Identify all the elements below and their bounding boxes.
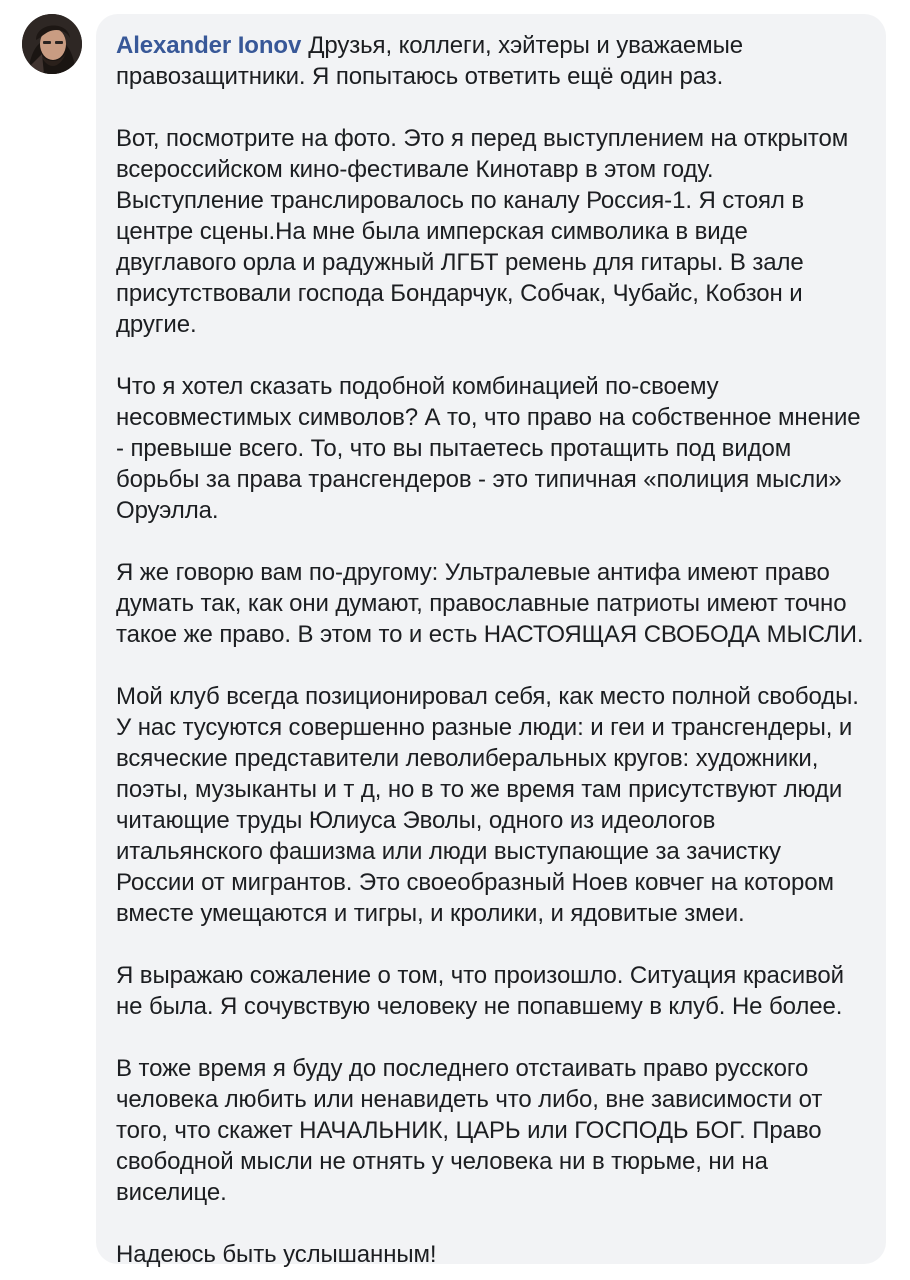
avatar[interactable]: [22, 14, 82, 74]
comment-bubble: [96, 14, 886, 1268]
author-name-link[interactable]: Alexander Ionov: [116, 32, 302, 59]
comment-paragraph-4: Я же говорю вам по-другому: Ультралевые антифа имеют право думать так, как они думают, православные патриоты имеют точно такое же право. В этом то и есть НАСТОЯЩАЯ СВОБОДА МЫСЛИ.: [116, 559, 864, 648]
profile-photo-icon: [22, 14, 82, 74]
comment-paragraph-8: Надеюсь быть услышанным!: [116, 1241, 437, 1268]
comment-paragraph-1: [116, 30, 864, 92]
comment-paragraph-6: Я выражаю сожаление о том, что произошло. Ситуация красивой не была. Я сочувствую человеку не попавшему в клуб. Не более.: [116, 962, 844, 1020]
comment-paragraph-2: Вот, посмотрите на фото. Это я перед выступлением на открытом всероссийском кино-фестивале Кинотавр в этом году. Выступление транслировалось по каналу Россия-1. Я стоял в центре сцены.На мне была имперская символика в виде двуглавого орла и радужный ЛГБТ ремень для гитары. В зале присутствовали господа Бондарчук, Собчак, Чубайс, Кобзон и другие.: [116, 125, 849, 338]
comment-text: Друзья, коллеги, хэйтеры и уважаемые правозащитники. Я попытаюсь ответить ещё один раз.: [116, 32, 743, 90]
comment-paragraph-5: Мой клуб всегда позиционировал себя, как место полной свободы. У нас тусуются совершенно разные люди: и геи и трансгендеры, и всяческие представители леволиберальных кругов: художники, поэты, музыканты и т д, но в то же время там присутствуют люди читающие труды Юлиуса Эволы, одного из идеологов итальянского фашизма или люди выступающие за зачистку России от мигрантов. Это своеобразный Ноев ковчег на котором вместе умещаются и тигры, и кролики, и ядовитые змеи.: [116, 683, 859, 927]
comment-paragraph-3: Что я хотел сказать подобной комбинацией по-своему несовместимых символов? А то, что право на собственное мнение - превыше всего. То, что вы пытаетесь протащить под видом борьбы за права трансгендеров - это типичная «полиция мысли» Оруэлла.: [116, 373, 861, 524]
comment-paragraph-7: В тоже время я буду до последнего отстаивать право русского человека любить или ненавидеть что либо, вне зависимости от того, что скажет НАЧАЛЬНИК, ЦАРЬ или ГОСПОДЬ БОГ. Право свободной мысли не отнять у человека ни в тюрьме, ни на виселице.: [116, 1055, 823, 1206]
